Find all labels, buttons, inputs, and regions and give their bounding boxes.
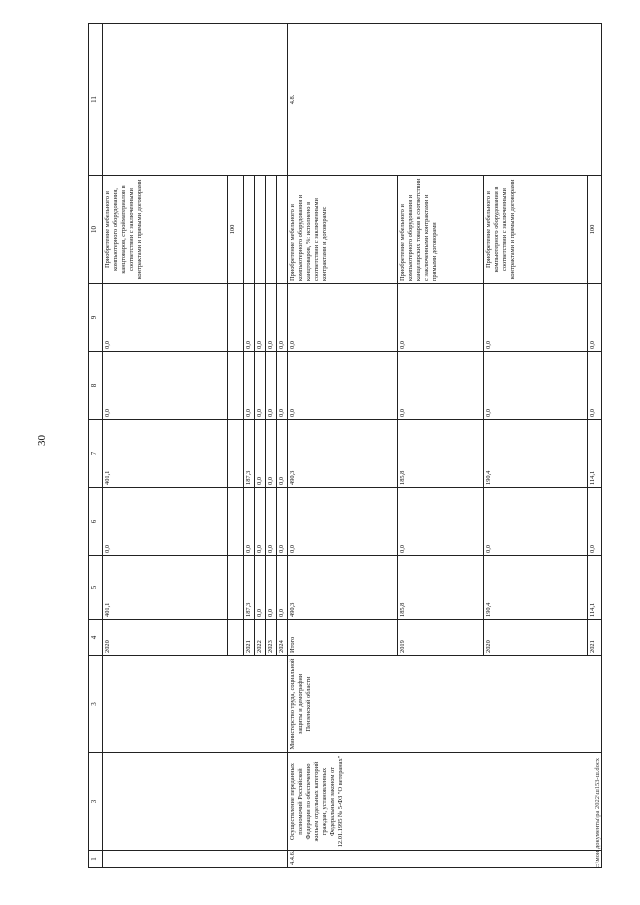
header-cell: 1 [89, 851, 103, 868]
item-number-cell [103, 851, 288, 868]
value-cell: 0,0 [266, 488, 277, 556]
header-row [89, 24, 103, 868]
value-cell: 0,0 [277, 284, 288, 352]
indicator-cell: Приобретение мебельного и компьютерного оборудования в соответствии с заключенными контрактами и прямыми договорами [484, 176, 588, 284]
header-cell: 3 [89, 753, 103, 851]
value-cell: 0,0 [398, 352, 484, 420]
indicator-cell [255, 176, 266, 284]
indicator-cell [266, 176, 277, 284]
header-cell: 9 [89, 284, 103, 352]
value-cell: 401,1 [103, 420, 228, 488]
item-number-cell: 4.4.6. [288, 851, 602, 868]
value-cell [228, 284, 244, 352]
value-cell: 0,0 [103, 488, 228, 556]
table-row [288, 24, 398, 868]
value-cell: 0,0 [103, 284, 228, 352]
page-number: 30 [36, 435, 48, 446]
year-cell: Итого [288, 620, 398, 656]
value-cell: 0,0 [266, 352, 277, 420]
value-cell [228, 352, 244, 420]
value-cell: 0,0 [255, 284, 266, 352]
item-name-cell: Осуществление переданных полномочий Российской Федерации по обеспечению жильем отдельных категорий граждан, установленных Федеральным законом от 12.01.1995 № 5-ФЗ "О ветеранах" [288, 753, 602, 851]
year-cell: 2019 [398, 620, 484, 656]
value-cell: 0,0 [288, 488, 398, 556]
value-cell: 190,4 [484, 556, 588, 620]
indicator-cell: 100 [228, 176, 244, 284]
value-cell: 490,3 [288, 420, 398, 488]
value-cell: 0,0 [588, 352, 602, 420]
year-cell: 2020 [484, 620, 588, 656]
year-cell: 2020 [103, 620, 228, 656]
header-cell: 8 [89, 352, 103, 420]
header-cell: 3 [89, 656, 103, 753]
value-cell: 185,8 [398, 420, 484, 488]
year-cell: 2023 [266, 620, 277, 656]
indicator-cell [277, 176, 288, 284]
value-cell: 114,1 [588, 420, 602, 488]
rotated-table-wrapper [88, 24, 596, 868]
value-cell: 0,0 [244, 352, 255, 420]
value-cell: 0,0 [398, 488, 484, 556]
header-cell: 11 [89, 24, 103, 176]
footer-file-path: c:\мои документы\pa 2022\ш153-ш.docx [594, 758, 601, 868]
target-ref-cell: 4.8. [288, 24, 602, 176]
executor-cell: Министерство труда, социальной защиты и демографии Пензенской области [288, 656, 602, 753]
value-cell: 0,0 [255, 420, 266, 488]
executor-cell [103, 656, 288, 753]
value-cell: 0,0 [266, 284, 277, 352]
value-cell: 0,0 [288, 352, 398, 420]
value-cell: 0,0 [277, 352, 288, 420]
value-cell [228, 488, 244, 556]
value-cell: 187,3 [244, 420, 255, 488]
value-cell: 114,1 [588, 556, 602, 620]
value-cell: 490,3 [288, 556, 398, 620]
value-cell: 0,0 [277, 420, 288, 488]
value-cell: 0,0 [588, 284, 602, 352]
program-table [88, 23, 602, 868]
indicator-cell: Приобретение мебельного и компьютерного оборудования и канцелярских товаров в соответствии с заключенными контрактами и прямыми договорами [398, 176, 484, 284]
header-cell: 6 [89, 488, 103, 556]
value-cell: 0,0 [255, 488, 266, 556]
year-cell: 2022 [255, 620, 266, 656]
value-cell: 0,0 [255, 352, 266, 420]
value-cell: 0,0 [266, 556, 277, 620]
year-cell: 2021 [244, 620, 255, 656]
value-cell: 0,0 [103, 352, 228, 420]
value-cell [228, 556, 244, 620]
value-cell: 0,0 [484, 488, 588, 556]
value-cell: 0,0 [288, 284, 398, 352]
value-cell [228, 420, 244, 488]
indicator-cell [244, 176, 255, 284]
indicator-cell: Приобретение мебельного и компьютерного оборудования и канцтоваров, %: исполнено в соответствии с заключенными контрактами и договорами: [288, 176, 398, 284]
value-cell: 0,0 [398, 284, 484, 352]
value-cell: 0,0 [244, 488, 255, 556]
value-cell: 0,0 [484, 284, 588, 352]
value-cell: 190,4 [484, 420, 588, 488]
value-cell: 0,0 [266, 420, 277, 488]
year-cell: 2021 [588, 620, 602, 656]
value-cell: 0,0 [244, 284, 255, 352]
value-cell: 0,0 [277, 488, 288, 556]
value-cell: 401,1 [103, 556, 228, 620]
value-cell: 0,0 [255, 556, 266, 620]
table-row [103, 24, 228, 868]
value-cell: 0,0 [588, 488, 602, 556]
header-cell: 4 [89, 620, 103, 656]
header-cell: 10 [89, 176, 103, 284]
header-cell: 5 [89, 556, 103, 620]
value-cell: 187,3 [244, 556, 255, 620]
year-cell [228, 620, 244, 656]
item-name-cell [103, 753, 288, 851]
header-cell: 7 [89, 420, 103, 488]
indicator-cell: 100 [588, 176, 602, 284]
value-cell: 185,8 [398, 556, 484, 620]
target-ref-cell [103, 24, 288, 176]
value-cell: 0,0 [484, 352, 588, 420]
value-cell: 0,0 [277, 556, 288, 620]
year-cell: 2024 [277, 620, 288, 656]
indicator-cell: Приобретение мебельного и компьютерного оборудования, канцтоваров, стройматериалов в соответствии с заключенными контрактами и прямыми договорами [103, 176, 228, 284]
